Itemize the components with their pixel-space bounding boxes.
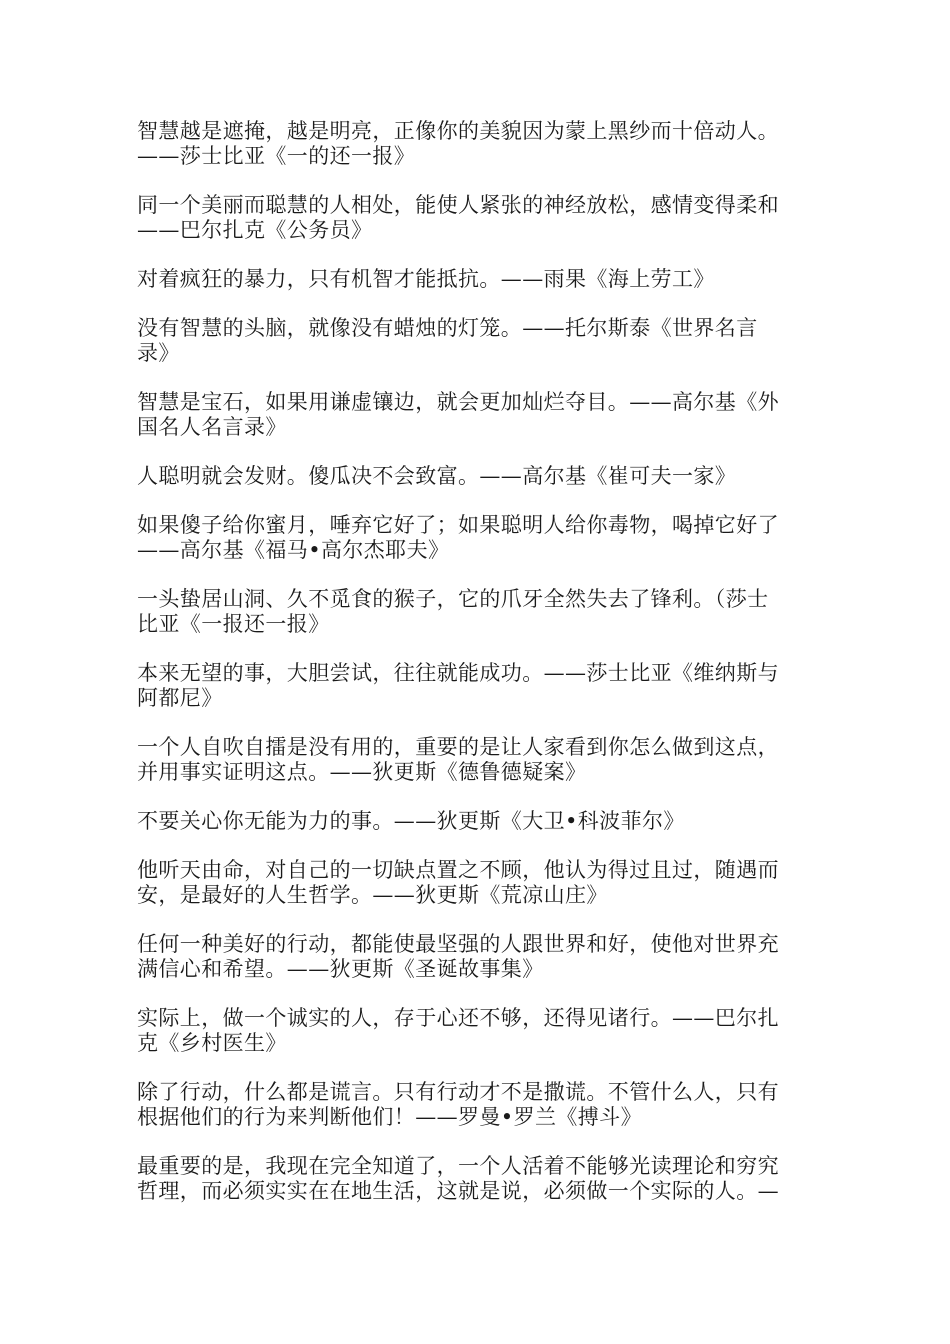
quote-line: 哲理，而必须实实在在地生活，这就是说，必须做一个实际的人。— — [137, 1179, 779, 1203]
quote-paragraph — [137, 267, 817, 292]
quote-line: 克《乡村医生》 — [137, 1031, 287, 1055]
quote-line: 阿都尼》 — [137, 686, 223, 710]
quote-line: ——高尔基《福马•高尔杰耶夫》 — [137, 538, 450, 562]
quote-paragraph — [137, 1006, 817, 1056]
quote-list — [137, 119, 817, 1228]
quote-line: 本来无望的事，大胆尝试，往往就能成功。——莎士比亚《维纳斯与 — [137, 661, 779, 685]
quote-paragraph — [137, 193, 817, 243]
quote-paragraph — [137, 1080, 817, 1130]
quote-line: ——巴尔扎克《公务员》 — [137, 218, 373, 242]
quote-paragraph — [137, 587, 817, 637]
quote-line: ——莎士比亚《一的还一报》 — [137, 144, 416, 168]
quote-line: 并用事实证明这点。——狄更斯《德鲁德疑案》 — [137, 760, 587, 784]
quote-line: 不要关心你无能为力的事。——狄更斯《大卫•科波菲尔》 — [137, 809, 685, 833]
quote-line: 一头蛰居山洞、久不觅食的猴子，它的爪牙全然失去了锋利。（莎士 — [137, 587, 769, 611]
quote-line: 满信心和希望。——狄更斯《圣诞故事集》 — [137, 957, 544, 981]
quote-paragraph — [137, 932, 817, 982]
quote-line: 录》 — [137, 341, 180, 365]
quote-line: 如果傻子给你蜜月，唾弃它好了；如果聪明人给你毒物，喝掉它好了 — [137, 513, 779, 537]
quote-line: 人聪明就会发财。傻瓜决不会致富。——高尔基《崔可夫一家》 — [137, 464, 737, 488]
quote-line: 同一个美丽而聪慧的人相处，能使人紧张的神经放松，感情变得柔和 — [137, 193, 779, 217]
quote-line: 实际上，做一个诚实的人，存于心还不够，还得见诸行。——巴尔扎 — [137, 1006, 779, 1030]
quote-line: 根据他们的行为来判断他们！——罗曼•罗兰《搏斗》 — [137, 1105, 642, 1129]
quote-line: 国名人名言录》 — [137, 415, 287, 439]
quote-line: 他听天由命，对自己的一切缺点置之不顾，他认为得过且过，随遇而 — [137, 858, 779, 882]
quote-line: 没有智慧的头脑，就像没有蜡烛的灯笼。——托尔斯泰《世界名言 — [137, 316, 758, 340]
quote-line: 一个人自吹自擂是没有用的，重要的是让人家看到你怎么做到这点， — [137, 735, 779, 759]
quote-line: 比亚《一报还一报》 — [137, 612, 330, 636]
quote-line: 除了行动，什么都是谎言。只有行动才不是撒谎。不管什么人，只有 — [137, 1080, 779, 1104]
quote-line: 智慧越是遮掩，越是明亮，正像你的美貌因为蒙上黑纱而十倍动人。 — [137, 119, 779, 143]
quote-paragraph — [137, 513, 817, 563]
quote-paragraph — [137, 661, 817, 711]
quote-paragraph — [137, 858, 817, 908]
quote-line: 最重要的是，我现在完全知道了，一个人活着不能够光读理论和穷究 — [137, 1154, 779, 1178]
quote-paragraph — [137, 316, 817, 366]
quote-paragraph — [137, 1154, 817, 1204]
quote-paragraph — [137, 464, 817, 489]
quote-line: 智慧是宝石，如果用谦虚镶边，就会更加灿烂夺目。——高尔基《外 — [137, 390, 779, 414]
quote-paragraph — [137, 119, 817, 169]
quote-paragraph — [137, 390, 817, 440]
quote-paragraph — [137, 735, 817, 785]
quote-line: 对着疯狂的暴力，只有机智才能抵抗。——雨果《海上劳工》 — [137, 267, 715, 291]
quote-line: 安，是最好的人生哲学。——狄更斯《荒凉山庄》 — [137, 883, 608, 907]
quote-line: 任何一种美好的行动，都能使最坚强的人跟世界和好，使他对世界充 — [137, 932, 779, 956]
quote-paragraph — [137, 809, 817, 834]
